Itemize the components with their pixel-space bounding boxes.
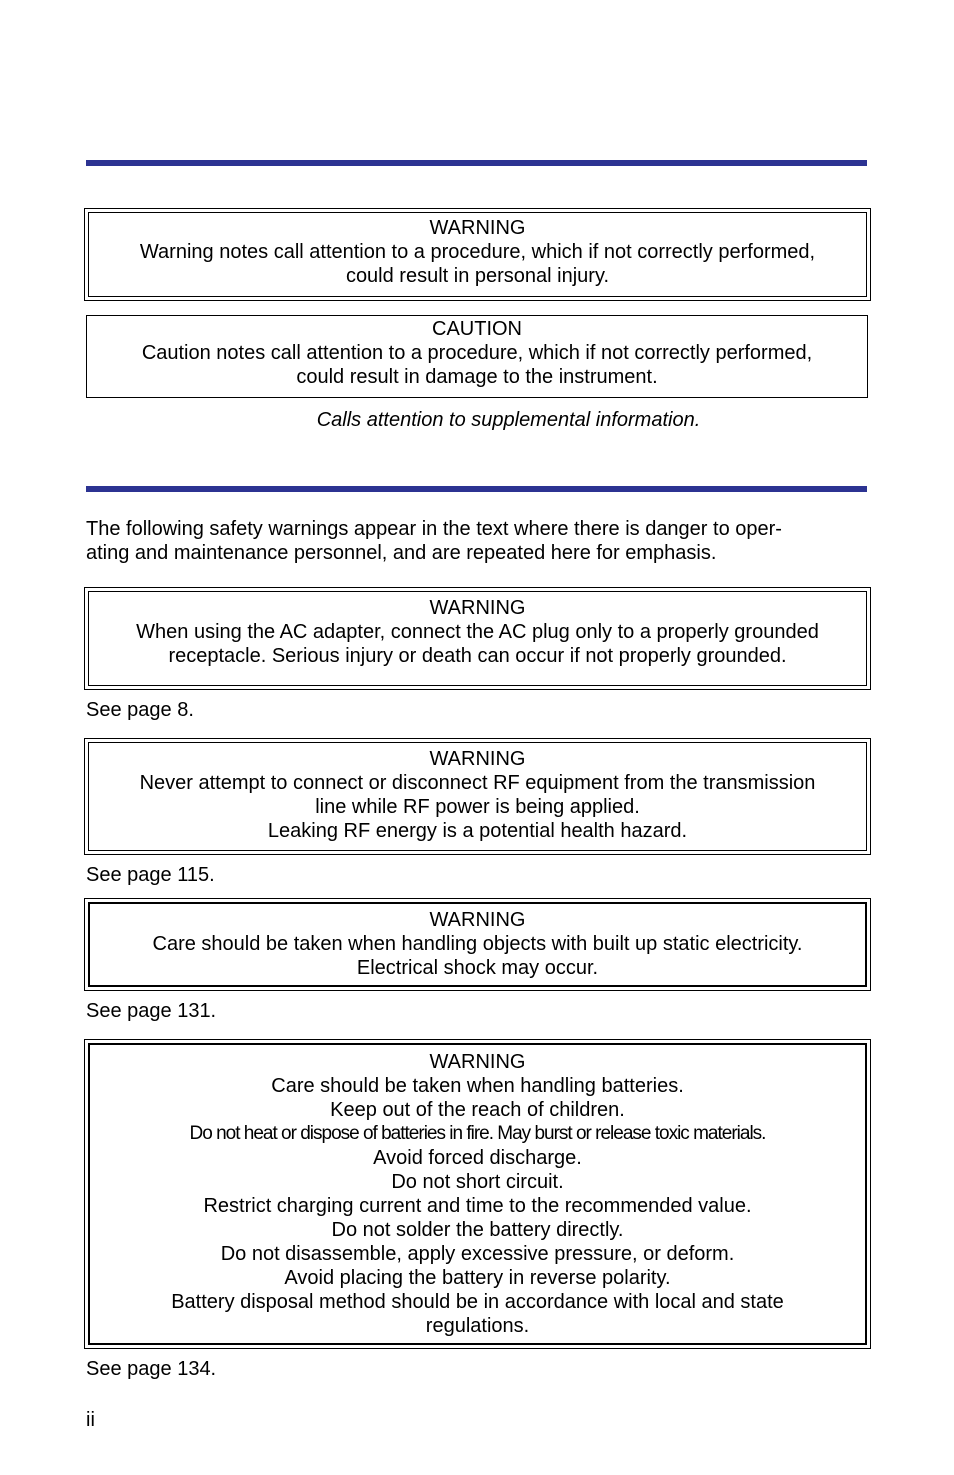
warning-title: WARNING: [429, 1051, 526, 1073]
warning-convention-box: [84, 208, 871, 301]
safety-intro-paragraph: The following safety warnings appear in the text where there is danger to oper- ating and maintenance personnel, and are repeated here for emphasis.: [86, 518, 782, 564]
page-reference: See page 8.: [86, 699, 194, 721]
warning-box-ac-adapter: [84, 587, 871, 690]
warning-box-static-electricity: [84, 898, 871, 991]
warning-text-line: Avoid placing the battery in reverse polarity.: [284, 1267, 671, 1289]
warning-box-batteries: [84, 1039, 871, 1349]
caution-text-line: Caution notes call attention to a procedure, which if not correctly performed,: [141, 342, 813, 364]
warning-text-line: Do not short circuit.: [391, 1171, 564, 1193]
warning-text-line: Restrict charging current and time to the recommended value.: [203, 1195, 752, 1217]
warning-text-line: Do not heat or dispose of batteries in fire. May burst or release toxic materials.: [189, 1123, 766, 1144]
warning-text-line: Never attempt to connect or disconnect RF equipment from the transmission: [139, 772, 816, 794]
page-number: ii: [86, 1409, 95, 1431]
warning-text-line: Warning notes call attention to a procedure, which if not correctly performed,: [139, 241, 816, 263]
section-rule-top: [86, 160, 867, 166]
warning-text-line: line while RF power is being applied.: [315, 796, 640, 818]
warning-text-line: Leaking RF energy is a potential health hazard.: [267, 820, 688, 842]
warning-title: WARNING: [429, 217, 526, 239]
warning-title: WARNING: [429, 909, 526, 931]
caution-title: CAUTION: [432, 318, 522, 340]
warning-text-line: Do not disassemble, apply excessive pressure, or deform.: [220, 1243, 735, 1265]
warning-text-line: Care should be taken when handling batteries.: [271, 1075, 684, 1097]
warning-text-line: regulations.: [425, 1315, 530, 1337]
warning-text-line: Battery disposal method should be in accordance with local and state: [171, 1291, 784, 1313]
page-reference: See page 134.: [86, 1358, 217, 1380]
page-reference: See page 115.: [86, 864, 215, 886]
warning-text-line: Avoid forced discharge.: [373, 1147, 582, 1169]
warning-text-line: receptacle. Serious injury or death can occur if not properly grounded.: [168, 645, 787, 667]
page-reference: See page 131.: [86, 1000, 217, 1022]
warning-text-line: Keep out of the reach of children.: [330, 1099, 625, 1121]
warning-text-line: Care should be taken when handling objects with built up static electricity.: [152, 933, 803, 955]
section-rule-safety: [86, 486, 867, 492]
caution-text-line: could result in damage to the instrument.: [296, 366, 658, 388]
warning-title: WARNING: [429, 597, 526, 619]
warning-text-line: When using the AC adapter, connect the AC plug only to a properly grounded: [136, 621, 819, 643]
warning-text-line: Do not solder the battery directly.: [331, 1219, 624, 1241]
warning-title: WARNING: [429, 748, 526, 770]
warning-text-line: could result in personal injury.: [345, 265, 610, 287]
warning-box-rf-equipment: [84, 738, 871, 855]
warning-text-line: Electrical shock may occur.: [356, 957, 599, 979]
caution-convention-box: [86, 315, 868, 398]
note-description: Calls attention to supplemental information.: [316, 409, 701, 431]
